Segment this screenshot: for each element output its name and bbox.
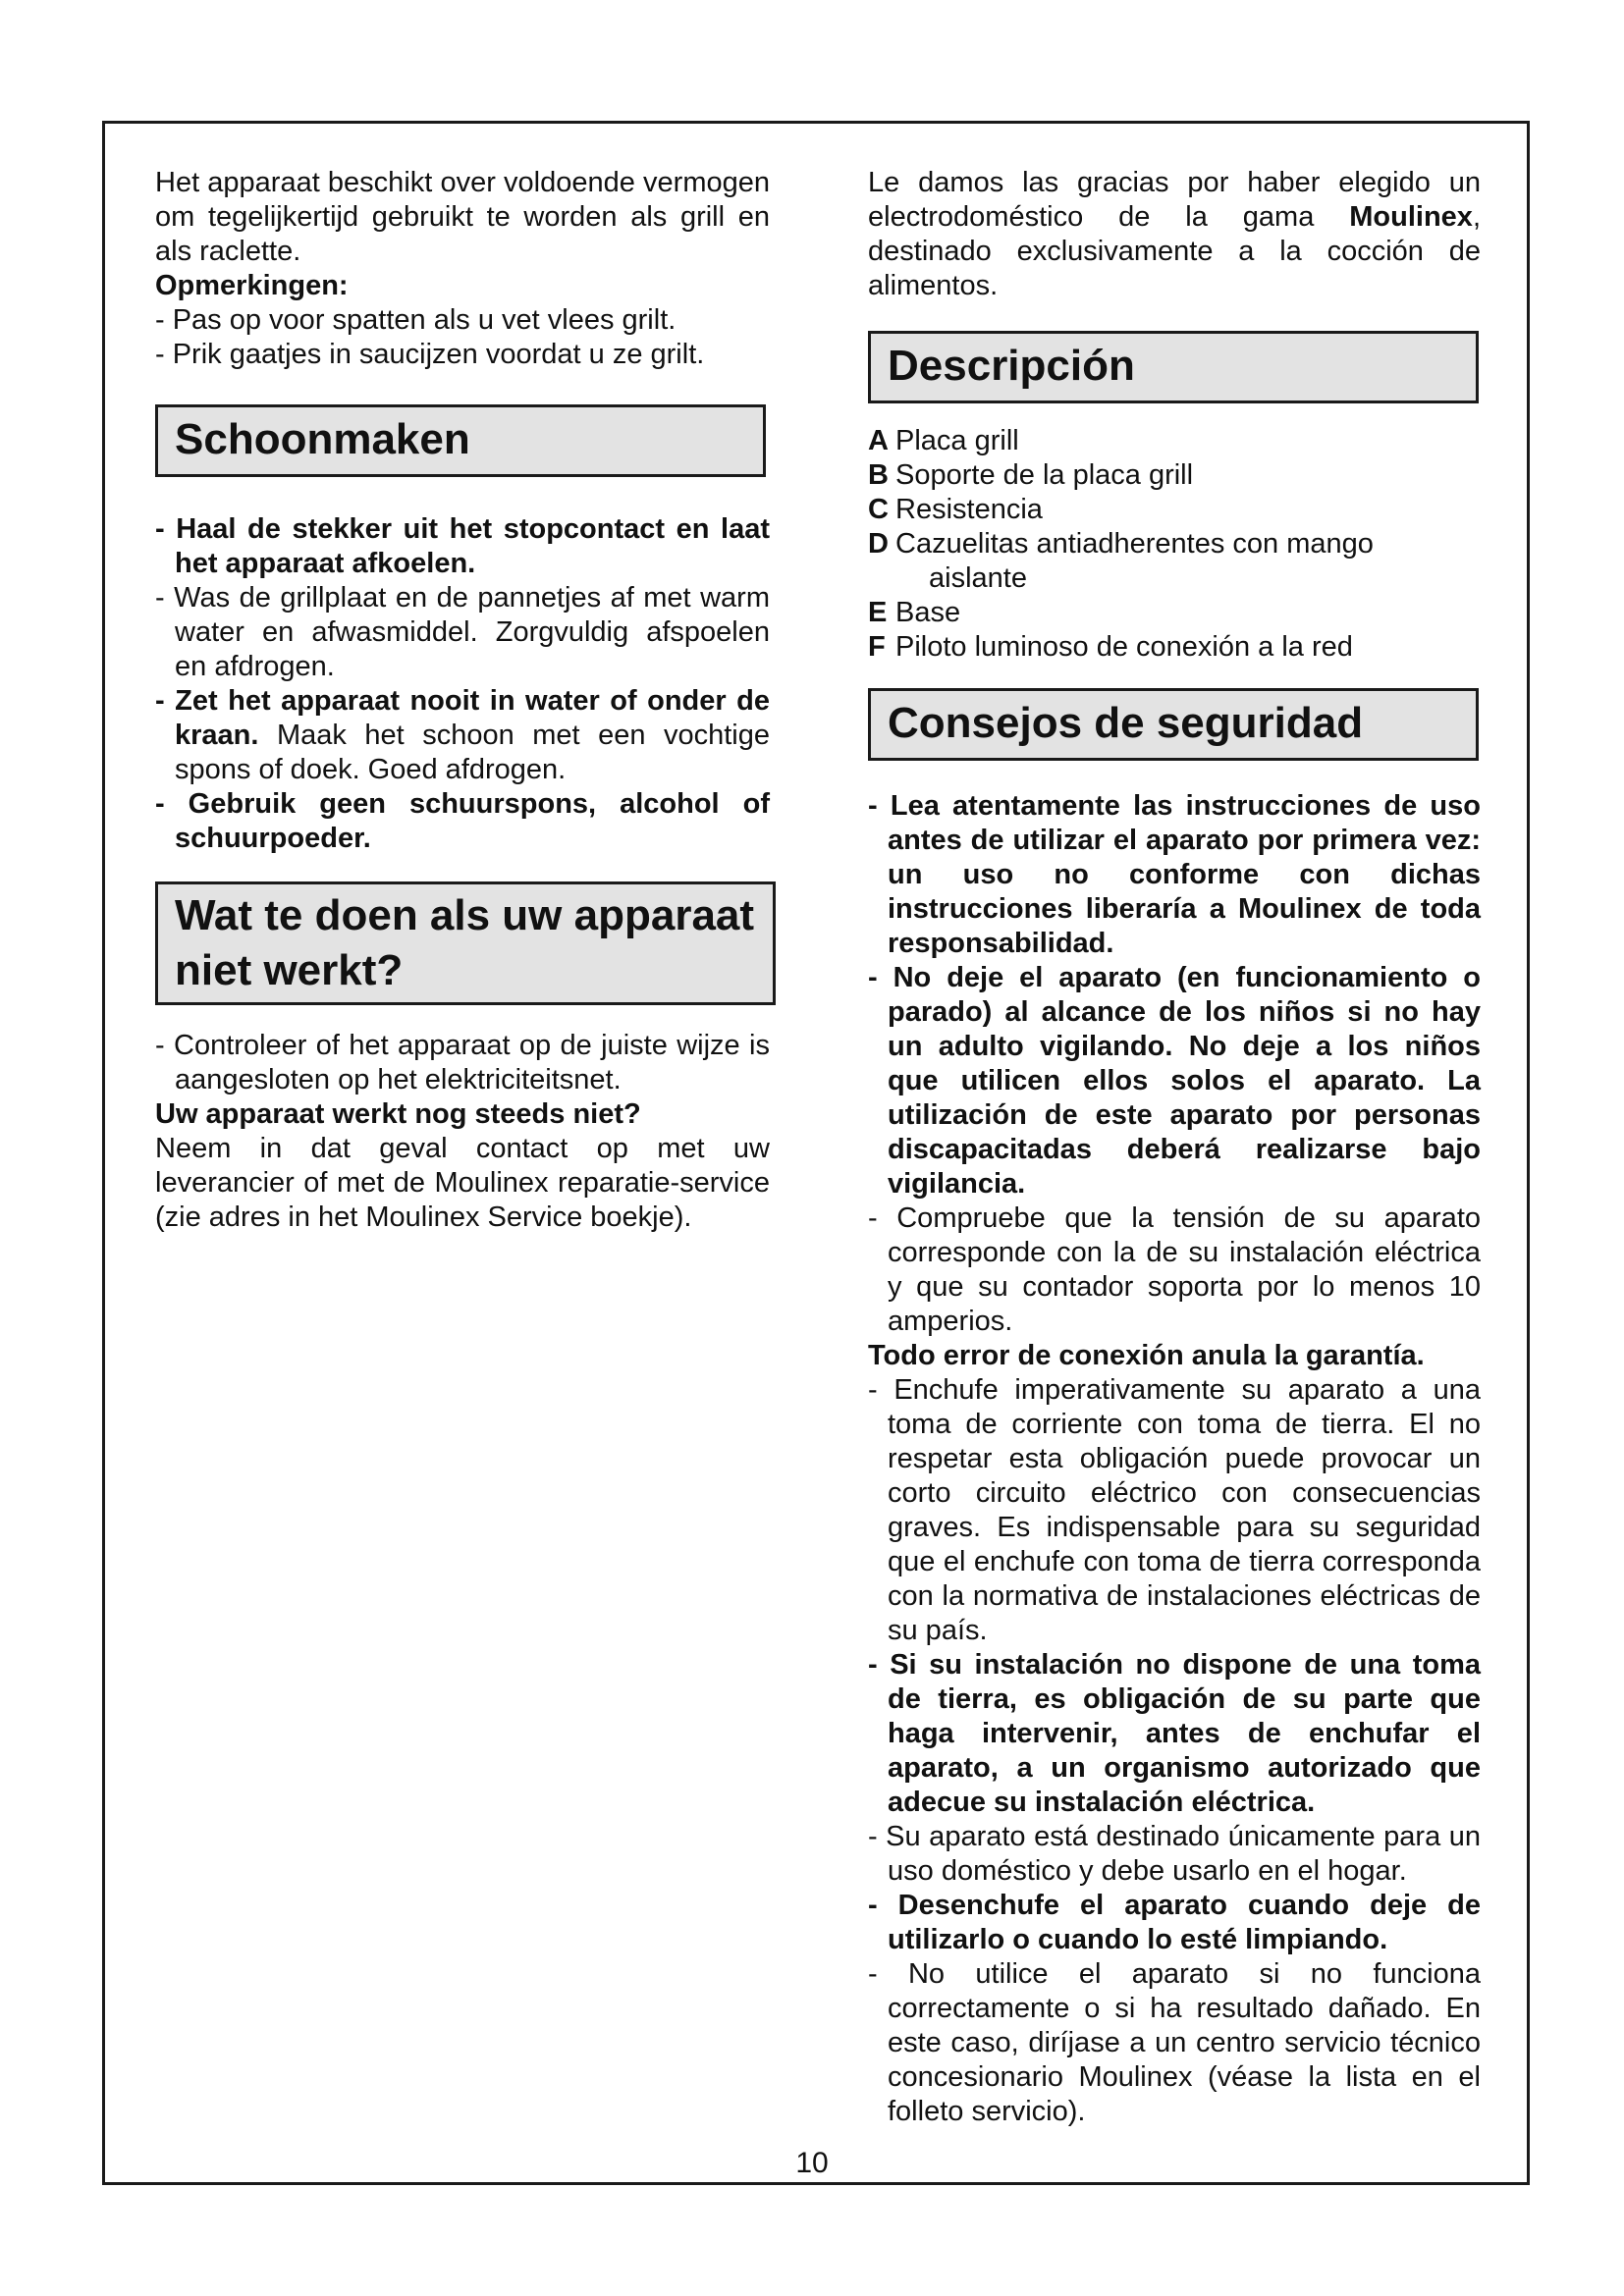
safety-item: - Su aparato está destinado únicamente para un uso doméstico y debe usarlo en el hogar. [868, 1821, 1481, 1887]
brand-name: Moulinex [1349, 201, 1473, 233]
trouble-still-text: Neem in dat geval contact op met uw leverancier of met de Moulinex reparatie-service (zie adres in het Moulinex Service boekje). [155, 1133, 770, 1233]
description-letter: A [868, 425, 889, 456]
trouble-item: - Controleer of het apparaat op de juiste wijze is aangesloten op het elektriciteitsnet. [155, 1030, 770, 1095]
safety-item: - No utilice el aparato si no funciona correctamente o si ha resultado dañado. En este caso, diríjase a un centro servicio técnico concesionario Moulinex (véase la lista en el folleto servicio). [868, 1958, 1481, 2127]
description-letter: C [868, 494, 889, 525]
description-text: Piloto luminoso de conexión a la red [895, 631, 1353, 663]
right-column [868, 166, 1481, 2129]
description-letter: E [868, 597, 888, 628]
description-item [868, 493, 1481, 527]
description-letter: D [868, 528, 889, 560]
safety-item: - Enchufe imperativamente su aparato a una toma de corriente con toma de tierra. El no respetar esta obligación puede provocar un corto circuito eléctrico con consecuencias graves. Es indispensable para su seguridad que el enchufe con toma de tierra corresponda con la normativa de instalaciones eléctricas de su país. [868, 1374, 1481, 1646]
page-number: 10 [795, 2147, 829, 2179]
cleaning-item: - Gebruik geen schuurspons, alcohol of schuurpoeder. [155, 788, 770, 854]
description-item [868, 630, 1481, 665]
warranty-note: Todo error de conexión anula la garantía. [868, 1340, 1425, 1371]
intro-text: Het apparaat beschikt over voldoende vermogen om tegelijkertijd gebruikt te worden als grill en als raclette. [155, 167, 770, 267]
cleaning-item: - Was de grillplaat en de pannetjes af met warm water en afwasmiddel. Zorgvuldig afspoelen en afdrogen. [155, 582, 770, 682]
section-heading-troubleshooting: Wat te doen als uw apparaat niet werkt? [155, 881, 776, 1005]
cleaning-item-rest: Maak het schoon met een vochtige spons of doek. Goed afdrogen. [175, 720, 770, 785]
description-text: Cazuelitas antiadherentes con mango [895, 528, 1374, 560]
description-text-continued: aislante [929, 562, 1027, 594]
description-text: Resistencia [895, 494, 1043, 525]
description-letter: F [868, 631, 886, 663]
cleaning-item [155, 684, 770, 787]
description-text: Base [895, 597, 961, 628]
trouble-still-title: Uw apparaat werkt nog steeds niet? [155, 1098, 641, 1130]
intro-text-es [868, 166, 1481, 303]
description-item [868, 596, 1481, 630]
remark-item: - Pas op voor spatten als u vet vlees grilt. [155, 304, 677, 336]
section-heading-consejos: Consejos de seguridad [868, 688, 1479, 761]
cleaning-item-bold: - Zet het apparaat nooit in water of onder de kraan. [155, 685, 770, 751]
safety-item: - No deje el aparato (en funcionamiento o parado) al alcance de los niños si no hay un adulto vigilando. No deje a los niños que utilicen ellos solos el aparato. La utilización de este aparato por personas discapacitadas deberá realizarse bajo vigilancia. [868, 962, 1481, 1200]
description-letter: B [868, 459, 889, 491]
intro-post: , destinado exclusivamente a la cocción de alimentos. [868, 201, 1481, 301]
section-heading-schoonmaken: Schoonmaken [155, 404, 766, 477]
safety-item: - Compruebe que la tensión de su aparato corresponde con la de su instalación eléctrica y que su contador soporta por lo menos 10 amperios. [868, 1202, 1481, 1337]
safety-item: - Lea atentamente las instrucciones de uso antes de utilizar el aparato por primera vez: un uso no conforme con dichas instrucciones liberaría a Moulinex de toda responsabilidad. [868, 790, 1481, 959]
safety-item: - Si su instalación no dispone de una toma de tierra, es obligación de su parte que haga intervenir, antes de enchufar el aparato, a un organismo autorizado que adecue su instalación eléctrica. [868, 1649, 1481, 1818]
intro-pre: Le damos las gracias por haber elegido un electrodoméstico de la gama [868, 167, 1481, 233]
safety-item: - Desenchufe el aparato cuando deje de utilizarlo o cuando lo esté limpiando. [868, 1890, 1481, 1955]
description-text: Placa grill [895, 425, 1019, 456]
remark-item: - Prik gaatjes in saucijzen voordat u ze grilt. [155, 339, 705, 370]
description-text: Soporte de la placa grill [895, 459, 1194, 491]
cleaning-item: - Haal de stekker uit het stopcontact en laat het apparaat afkoelen. [155, 513, 770, 579]
description-item [868, 424, 1481, 458]
description-item [868, 527, 1481, 561]
description-item [868, 458, 1481, 493]
section-heading-descripcion: Descripción [868, 331, 1479, 403]
remarks-title: Opmerkingen: [155, 270, 349, 301]
left-column [155, 166, 770, 1235]
